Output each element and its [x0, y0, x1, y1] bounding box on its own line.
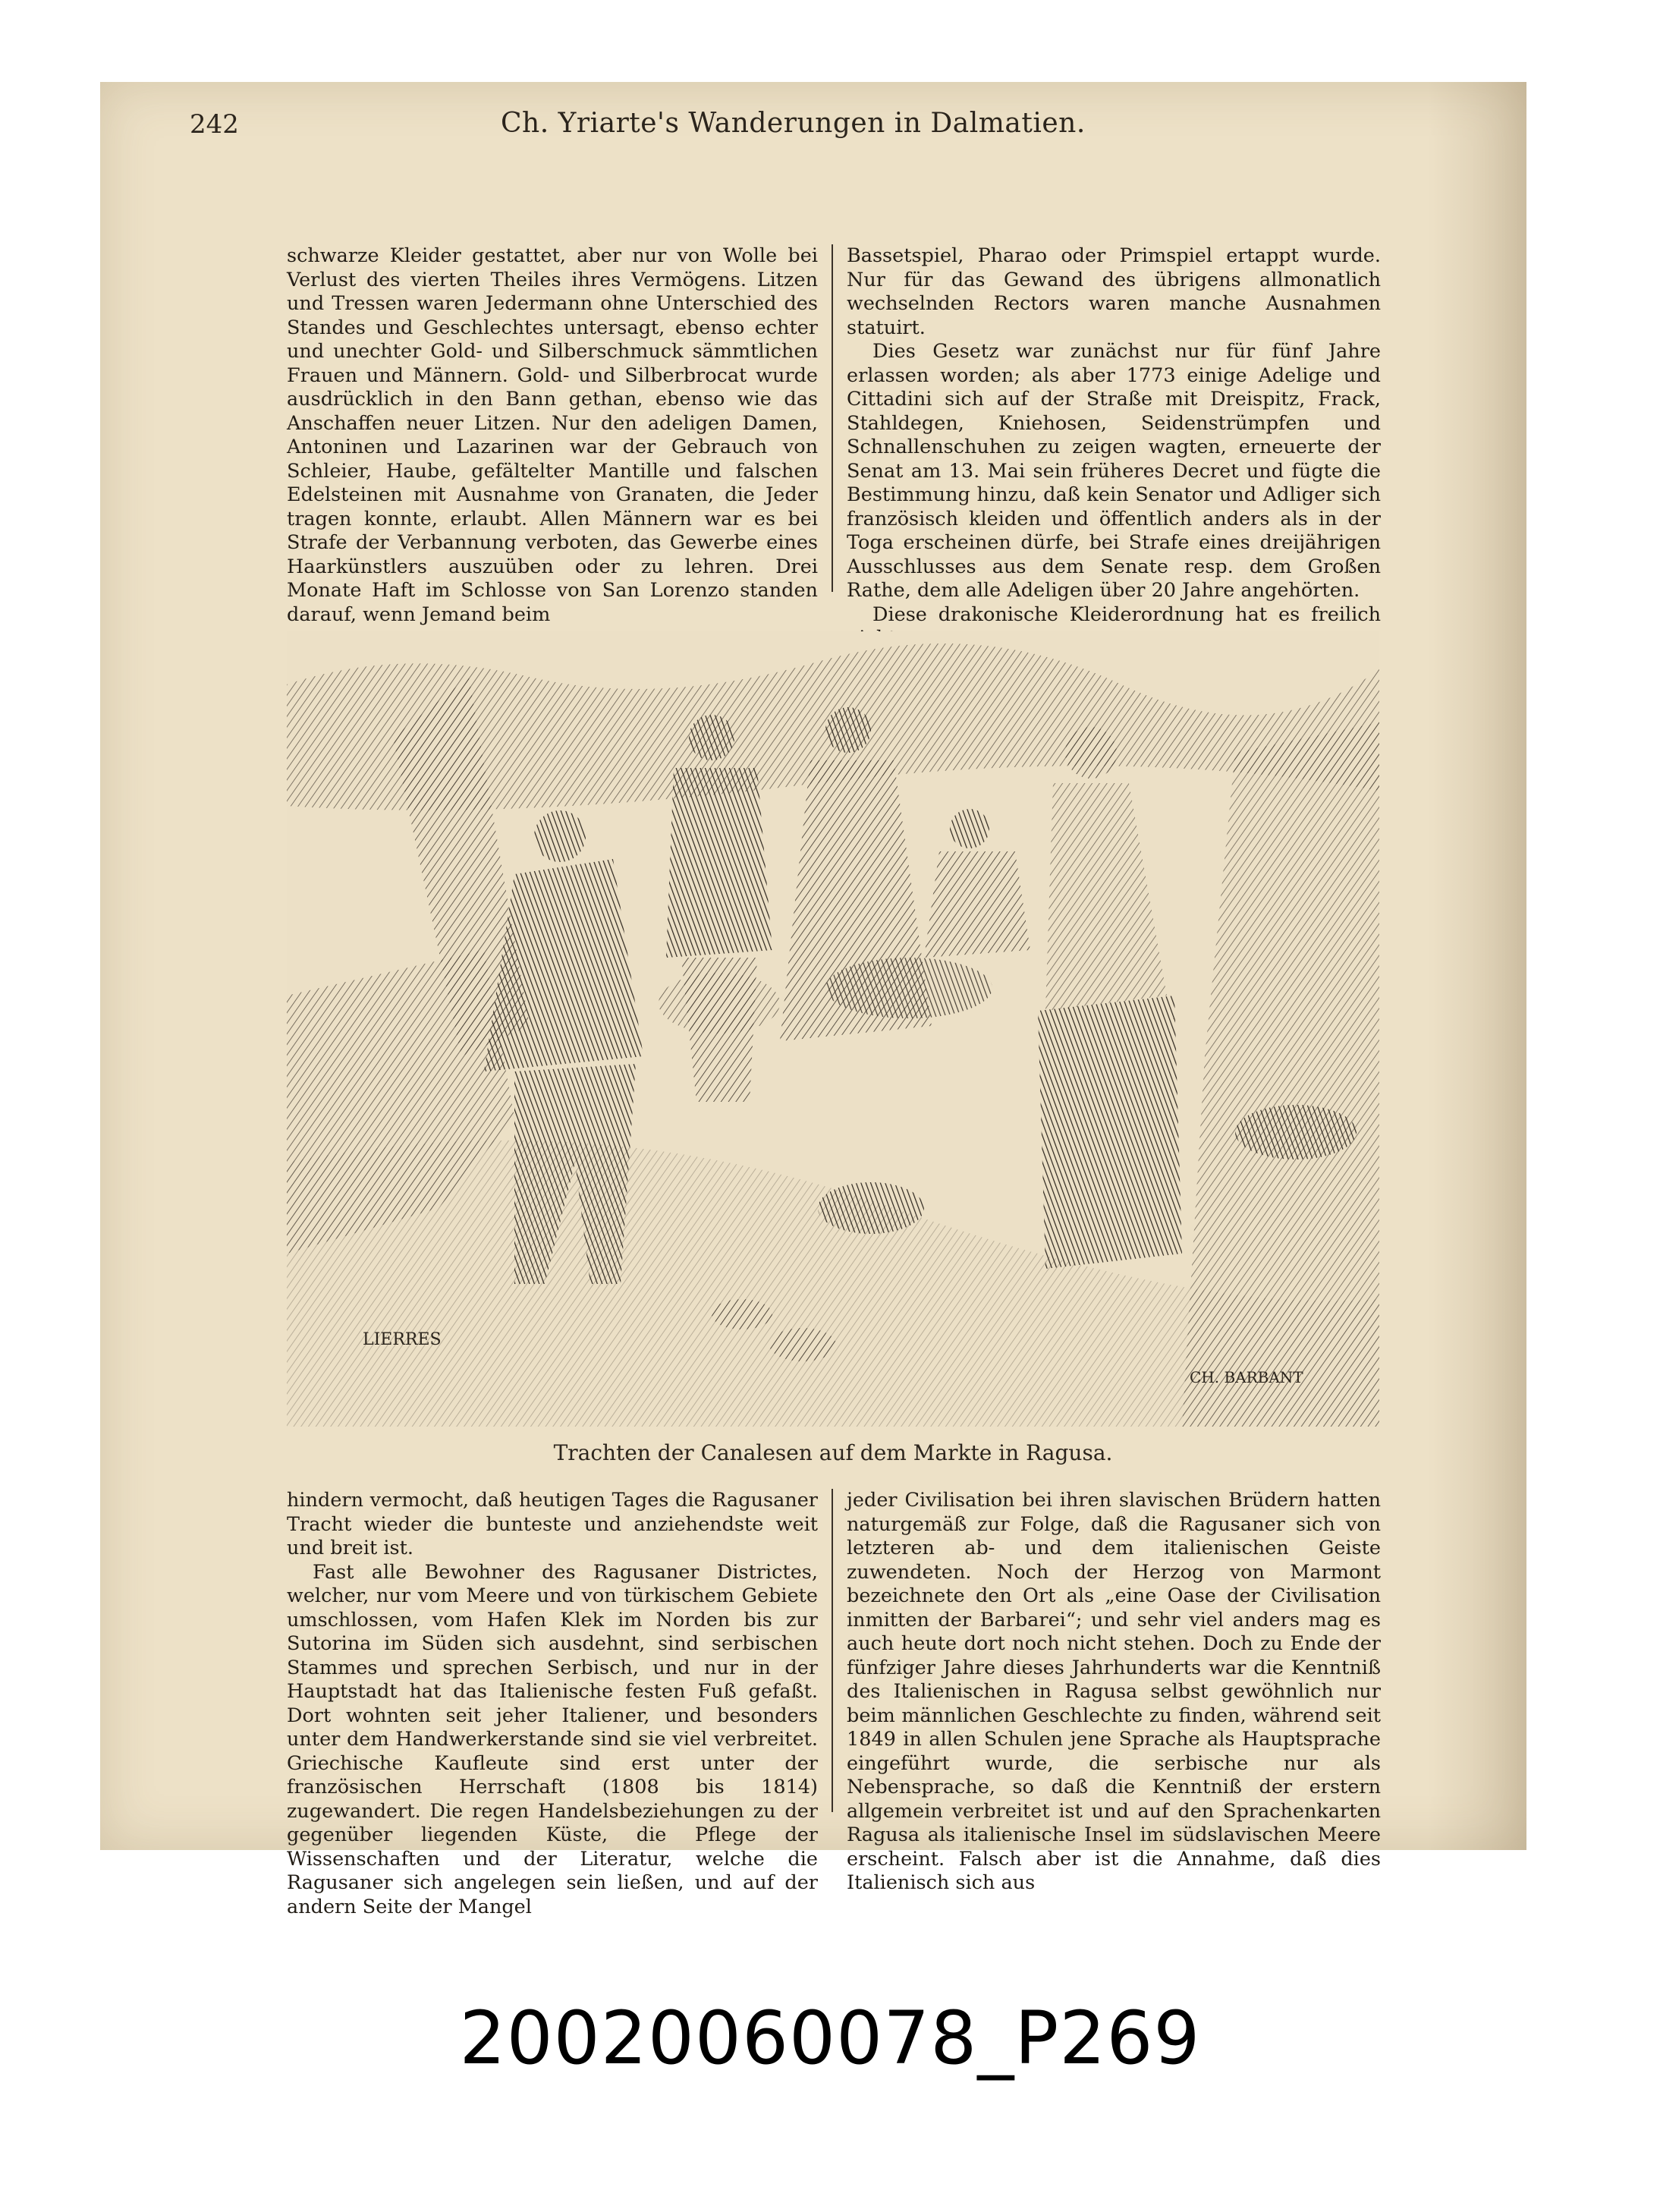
column-rule-bottom — [832, 1489, 833, 1812]
text-column-top-right — [847, 244, 1381, 651]
paragraph: Bassetspiel, Pharao oder Primspiel ertappt wurde. Nur für das Gewand des übrigens allmonatlich wechselnden Rectors waren manche Ausnahmen statuirt. — [847, 244, 1381, 339]
paragraph: hindern vermocht, daß heutigen Tages die Ragusaner Tracht wieder die bunteste und anziehendste weit und breit ist. — [287, 1489, 818, 1559]
illustration-caption: Trachten der Canalesen auf dem Markte in Ragusa. — [553, 1440, 1113, 1465]
text-column-top-left — [287, 244, 818, 627]
paragraph: schwarze Kleider gestattet, aber nur von Wolle bei Verlust des vierten Theiles ihres Vermögens. Litzen und Tressen waren Jedermann ohne Unterschied des Standes und Geschlechtes untersagt, ebenso echter und unechter Gold- und Silberschmuck sämmtlichen Frauen und Männern. Gold- und Silberbrocat wurde ausdrücklich in den Bann gethan, ebenso wie das Anschaffen neuer Litzen. Nur den adeligen Damen, Antoninen und Lazarinen war der Gebrauch von Schleier, Haube, gefältelter Mantille und falschen Edelsteinen mit Ausnahme von Granaten, die Jeder tragen konnte, erlaubt. Allen Männern war es bei Strafe der Verbannung verboten, das Gewerbe eines Haarkünstlers auszuüben oder zu lehren. Drei Monate Haft im Schlosse von San Lorenzo standen darauf, wenn Jemand beim — [287, 244, 818, 626]
paragraph: jeder Civilisation bei ihren slavischen Brüdern hatten naturgemäß zur Folge, daß die Ragusaner sich von letzteren ab- und dem italienischen Geiste zuwendeten. Noch der Herzog von Marmont bezeichnete den Ort als „eine Oase der Civilisation inmitten der Barbarei“; und sehr viel anders mag es auch heute dort noch nicht stehen. Doch zu Ende der fünfziger Jahre dieses Jahrhunderts war die Kenntniß des Italienischen in Ragusa selbst gewöhnlich nur beim männlichen Geschlechte zu finden, während seit 1849 in allen Schulen jene Sprache als Hauptsprache eingeführt wurde, die serbische nur als Nebensprache, so daß die Kenntniß der erstern allgemein verbreitet ist und auf den Sprachenkarten Ragusa als italienische Insel im südslavischen Meere erscheint. Falsch aber ist die Annahme, daß dies Italienisch sich aus — [847, 1489, 1381, 1894]
page-header — [190, 105, 1410, 143]
artist-signature-left: LIERRES — [363, 1330, 442, 1349]
text-column-bottom-left — [287, 1489, 818, 1919]
text-column-bottom-right — [847, 1489, 1381, 1896]
engraver-signature-right: CH. BARBANT — [1190, 1368, 1303, 1386]
scan-id-label: 20020060078_P269 — [459, 1996, 1201, 2081]
paragraph: Diese drakonische Kleiderordnung hat es freilich — [872, 603, 1381, 626]
market-illustration — [287, 631, 1379, 1427]
paragraph: Dies Gesetz war zunächst nur für fünf Jahre erlassen worden; als aber 1773 einige Adelige und Cittadini sich auf der Straße mit Dreispitz, Frack, Stahldegen, Kniehosen, Seidenstrümpfen und Schnallenschuhen zu zeigen wagten, erneuerte der Senat am 13. Mai sein früheres Decret und fügte die Bestimmung hinzu, daß kein Senator und Adliger sich französisch kleiden und öffentlich anders als in der Toga erscheinen dürfe, bei Strafe eines dreijährigen Ausschlusses aus dem Senate resp. dem Großen Rathe, dem alle Adeligen über 20 Jahre angehörten. — [847, 340, 1381, 602]
page-number: 242 — [190, 109, 239, 140]
column-rule-top — [832, 244, 833, 592]
running-title: Ch. Yriarte's Wanderungen in Dalmatien. — [501, 108, 1086, 139]
paragraph: Fast alle Bewohner des Ragusaner Districtes, welcher, nur vom Meere und von türkischem Gebiete umschlossen, vom Hafen Klek im Norden bis zur Sutorina im Süden sich ausdehnt, sind serbischen Stammes und sprechen Serbisch, und nur in der Hauptstadt hat das Italienische festen Fuß gefaßt. Dort wohnten seit jeher Italiener, und besonders unter dem Handwerkerstande sind sie viel verbreitet. Griechische Kaufleute sind erst unter der französischen Herrschaft (1808 bis 1814) zugewandert. Die regen Handelsbeziehungen zu der gegenüber liegenden Küste, die Pflege der Wissenschaften und der Literatur, welche die Ragusaner sich angelegen sein ließen, und auf der andern Seite der Mangel — [287, 1560, 818, 1918]
